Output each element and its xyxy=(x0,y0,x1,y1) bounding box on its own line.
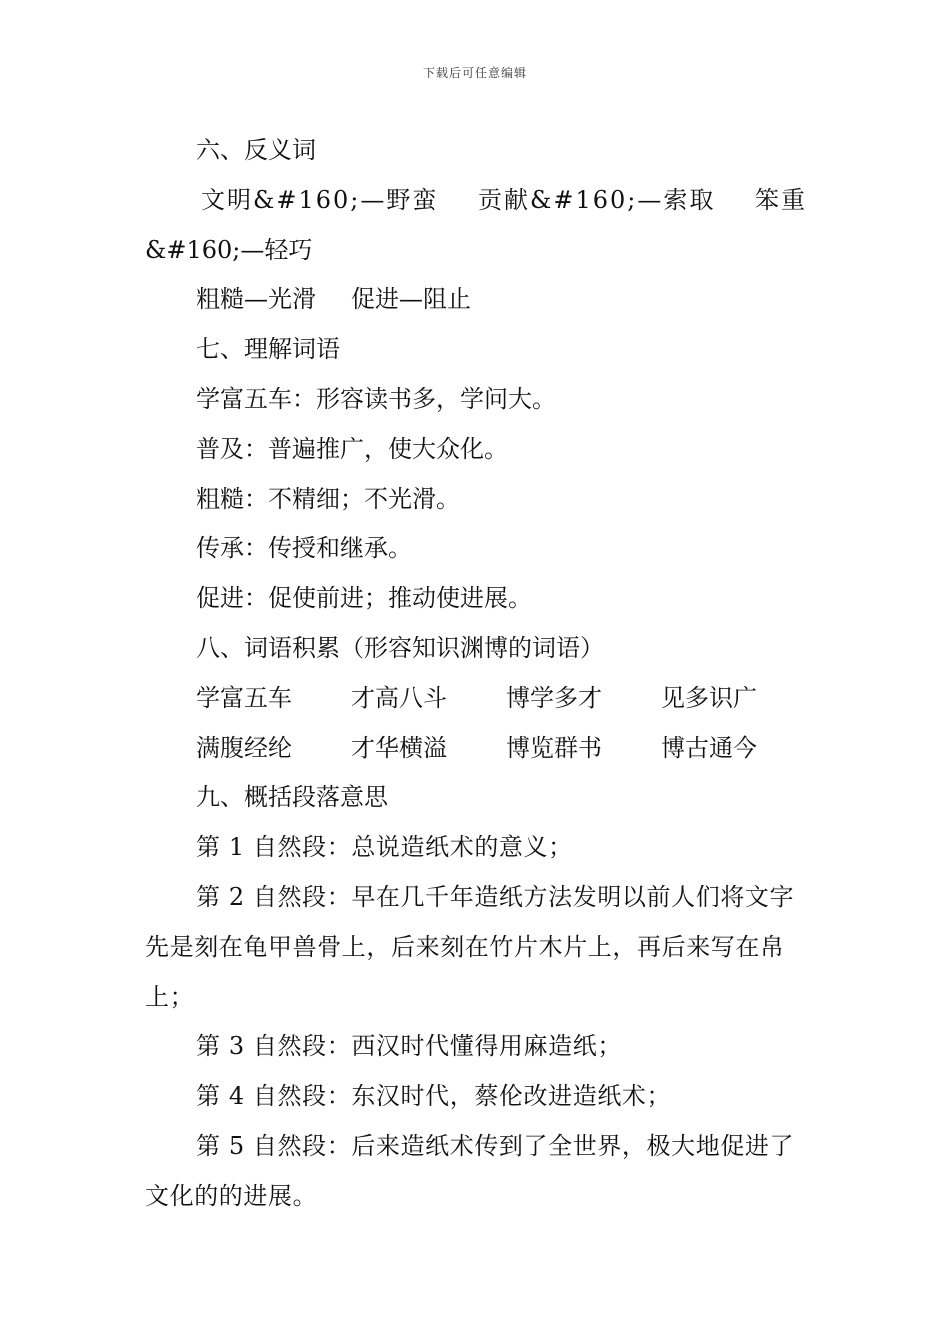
idiom: 博学多才 xyxy=(506,683,602,712)
word-meaning-item: 普及：普遍推广，使大众化。 xyxy=(196,434,508,463)
antonym-pair: 文明&#160;—野蛮 xyxy=(201,185,439,214)
idiom-row-1 xyxy=(145,674,807,724)
section-title-word-accumulation: 八、词语积累（形容知识渊博的词语） xyxy=(196,633,604,662)
paragraph-summary: 第 1 自然段：总说造纸术的意义； xyxy=(196,833,573,862)
section-title-antonyms: 六、反义词 xyxy=(196,136,316,164)
antonym-row-1-continuation: &#160;—轻巧 xyxy=(145,235,313,264)
antonym-pair: 笨重 xyxy=(755,185,807,214)
paragraph-summary: 第 2 自然段：早在几千年造纸方法发明以前人们将文字先是刻在龟甲兽骨上，后来刻在竹片木片上，再后来写在帛上； xyxy=(145,882,795,1011)
section-title-paragraph-summary: 九、概括段落意思 xyxy=(196,783,388,812)
page-header: 下载后可任意编辑 xyxy=(422,66,527,80)
antonym-row-2 xyxy=(145,275,807,325)
word-meaning-item: 促进：促使前进；推动使进展。 xyxy=(196,584,532,613)
section-title-word-meanings: 七、理解词语 xyxy=(196,335,340,364)
document-body xyxy=(145,126,807,1222)
paragraph-summary: 第 3 自然段：西汉时代懂得用麻造纸； xyxy=(196,1032,622,1061)
word-meaning-item: 粗糙：不精细；不光滑。 xyxy=(196,484,460,513)
word-meaning-item: 传承：传授和继承。 xyxy=(196,534,412,563)
idiom: 见多识广 xyxy=(661,683,757,712)
antonym-pair: 贡献&#160;—索取 xyxy=(478,185,716,214)
idiom: 才华横溢 xyxy=(351,733,447,762)
paragraph-summary: 第 4 自然段：东汉时代，蔡伦改进造纸术； xyxy=(196,1082,672,1111)
antonym-pair: 粗糙—光滑 xyxy=(196,285,316,314)
antonym-pair: 促进—阻止 xyxy=(351,285,471,314)
idiom: 博古通今 xyxy=(661,733,757,762)
word-meaning-item: 学富五车：形容读书多，学问大。 xyxy=(196,384,556,413)
idiom-row-2 xyxy=(145,724,807,774)
idiom: 满腹经纶 xyxy=(196,733,292,762)
idiom: 学富五车 xyxy=(196,683,292,712)
idiom: 博览群书 xyxy=(506,733,602,762)
paragraph-summary: 第 5 自然段：后来造纸术传到了全世界，极大地促进了文化的的进展。 xyxy=(145,1131,795,1210)
idiom: 才高八斗 xyxy=(351,683,447,712)
antonym-row-1 xyxy=(145,176,807,226)
